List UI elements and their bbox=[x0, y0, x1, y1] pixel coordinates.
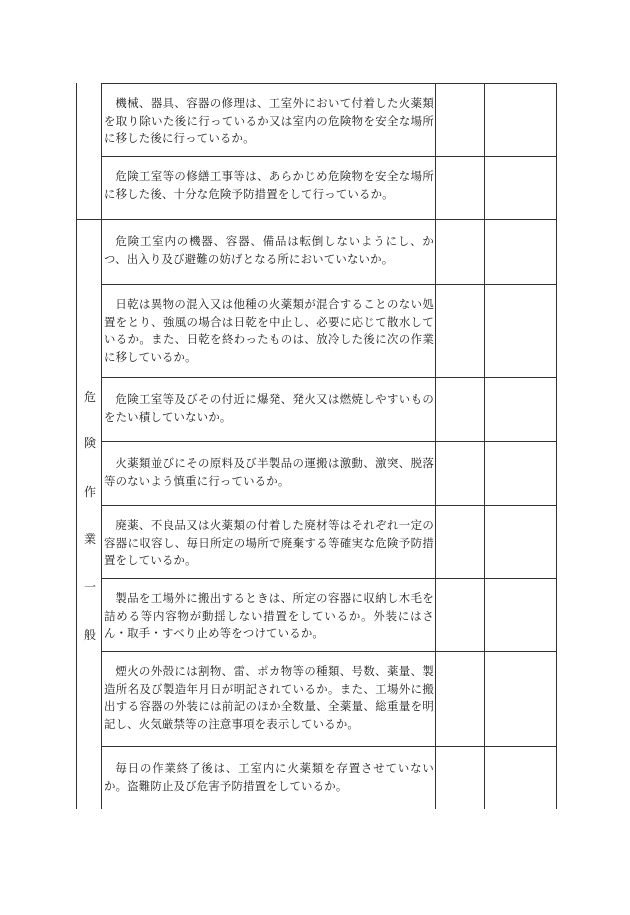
row-line-top bbox=[101, 83, 557, 84]
table-row bbox=[104, 296, 434, 366]
table-row bbox=[104, 95, 434, 148]
row-line bbox=[101, 505, 557, 506]
check-item-text: 機械、器具、容器の修理は、工室外において付着した火薬類を取り除いた後に行っているか又は室内の危険物を安全な場所に移した後に行っているか。 bbox=[104, 96, 434, 145]
check-item-text: 危険工室等の修繕工事等は、あらかじめ危険物を安全な場所に移した後、十分な危険予防措置をして行っているか。 bbox=[104, 169, 434, 201]
section-label-char: 一 bbox=[83, 580, 96, 594]
row-line bbox=[101, 651, 557, 652]
check-item-text: 火薬類並びにその原料及び半製品の運搬は激動、激突、脱落等のないよう慎重に行っているか。 bbox=[104, 456, 434, 488]
section-label-char: 作 bbox=[83, 485, 96, 499]
table-row bbox=[104, 168, 434, 203]
row-line bbox=[101, 746, 557, 747]
row-line bbox=[101, 578, 557, 579]
table-divider-check1 bbox=[435, 83, 436, 809]
section-label-char: 般 bbox=[83, 628, 96, 642]
check-item-text: 毎日の作業終了後は、工室内に火薬類を存置させていないか。盗難防止及び危害予防措置をしているか。 bbox=[104, 761, 434, 793]
section-label-char: 業 bbox=[83, 532, 96, 546]
check-item-text: 危険工室内の機器、容器、備品は転倒しないようにし、かつ、出入り及び避難の妨げとなる所においていないか。 bbox=[104, 234, 434, 266]
table-row bbox=[104, 760, 434, 795]
row-line bbox=[101, 284, 557, 285]
check-item-text: 廃薬、不良品又は火薬類の付着した廃材等はそれぞれ一定の容器に収容し、毎日所定の場所で廃棄する等確実な危険予防措置をしているか。 bbox=[104, 518, 434, 567]
row-line bbox=[101, 156, 557, 157]
table-row bbox=[104, 663, 434, 733]
check-item-text: 煙火の外殻には割物、雷、ポカ物等の種類、号数、薬量、製造所名及び製造年月日が明記されているか。また、工場外に搬出する容器の外装には前記のほか全数量、全薬量、総重量を明記し、火気厳禁等の注意事項を表示しているか。 bbox=[104, 664, 434, 731]
table-border-left bbox=[76, 83, 77, 809]
table-row bbox=[104, 233, 434, 268]
check-item-text: 日乾は異物の混入又は他種の火薬類が混合することのない処置をとり、強風の場合は日乾を中止し、必要に応じて散水しているか。また、日乾を終わったものは、放冷した後に次の作業に移しているか。 bbox=[104, 297, 434, 364]
table-divider-check2 bbox=[484, 83, 485, 809]
table-row bbox=[104, 590, 434, 643]
check-item-text: 危険工室等及びその付近に爆発、発火又は燃焼しやすいものをたい積していないか。 bbox=[104, 392, 434, 424]
section-line bbox=[76, 219, 557, 220]
table-row bbox=[104, 517, 434, 570]
row-line bbox=[101, 441, 557, 442]
row-line bbox=[101, 377, 557, 378]
table-row bbox=[104, 391, 434, 426]
table-border-right bbox=[556, 83, 557, 809]
section-label-char: 険 bbox=[83, 436, 96, 450]
check-item-text: 製品を工場外に搬出するときは、所定の容器に収納し木毛を詰める等内容物が動揺しない措置をしているか。外装にはさん・取手・すべり止め等をつけているか。 bbox=[104, 591, 434, 640]
section-label-char: 危 bbox=[83, 390, 96, 404]
table-row bbox=[104, 455, 434, 490]
